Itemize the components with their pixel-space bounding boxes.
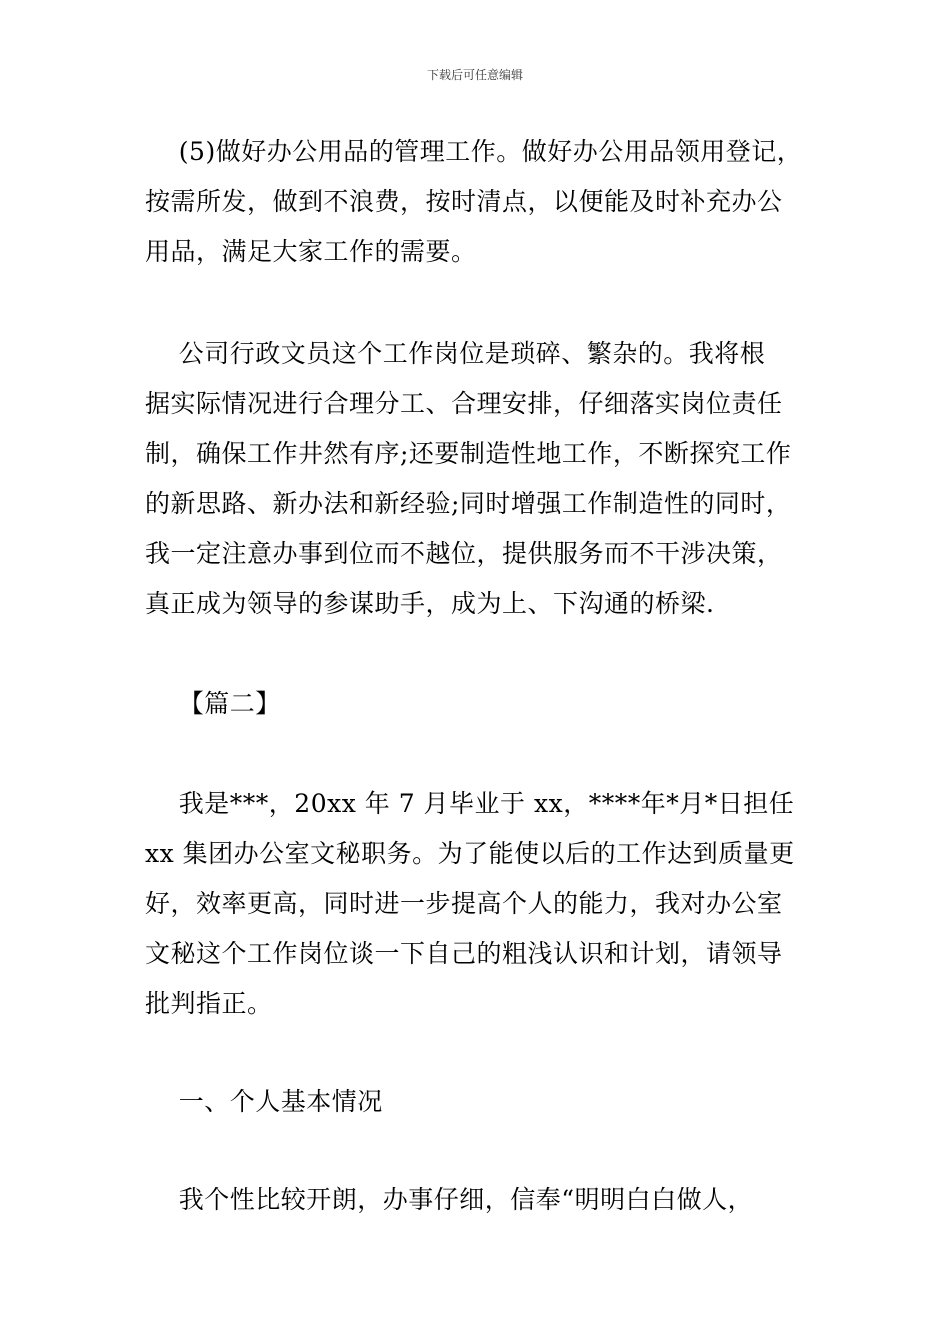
text-line: 我是***，20xx 年 7 月毕业于 xx，****年*月*日担任 bbox=[145, 789, 795, 818]
text-line: (5)做好办公用品的管理工作。做好办公用品领用登记， bbox=[145, 137, 803, 166]
text-line: 我一定注意办事到位而不越位，提供服务而不干涉决策， bbox=[145, 539, 783, 568]
text-line: 真正成为领导的参谋助手，成为上、下沟通的桥梁. bbox=[145, 589, 715, 618]
text-line: 用品，满足大家工作的需要。 bbox=[145, 237, 477, 266]
text-line: 公司行政文员这个工作岗位是琐碎、繁杂的。我将根 bbox=[145, 339, 766, 368]
text-line: 我个性比较开朗，办事仔细，信奉“明明白白做人， bbox=[145, 1185, 754, 1214]
text-line: 据实际情况进行合理分工、合理安排，仔细落实岗位责任 bbox=[145, 389, 783, 418]
section-heading: 【篇二】 bbox=[145, 689, 281, 718]
text-line: xx 集团办公室文秘职务。为了能使以后的工作达到质量更 bbox=[145, 839, 795, 868]
text-line: 的新思路、新办法和新经验;同时增强工作制造性的同时， bbox=[145, 489, 792, 518]
text-line: 制，确保工作井然有序;还要制造性地工作，不断探究工作 bbox=[145, 439, 792, 468]
page-header: 下载后可任意编辑 bbox=[426, 68, 523, 82]
text-line: 好，效率更高，同时进一步提高个人的能力，我对办公室 bbox=[145, 889, 783, 918]
text-line: 文秘这个工作岗位谈一下自己的粗浅认识和计划，请领导 bbox=[145, 939, 783, 968]
text-line: 批判指正。 bbox=[145, 989, 273, 1018]
text-line: 按需所发，做到不浪费，按时清点，以便能及时补充办公 bbox=[145, 187, 783, 216]
subheading: 一、个人基本情况 bbox=[145, 1087, 383, 1116]
